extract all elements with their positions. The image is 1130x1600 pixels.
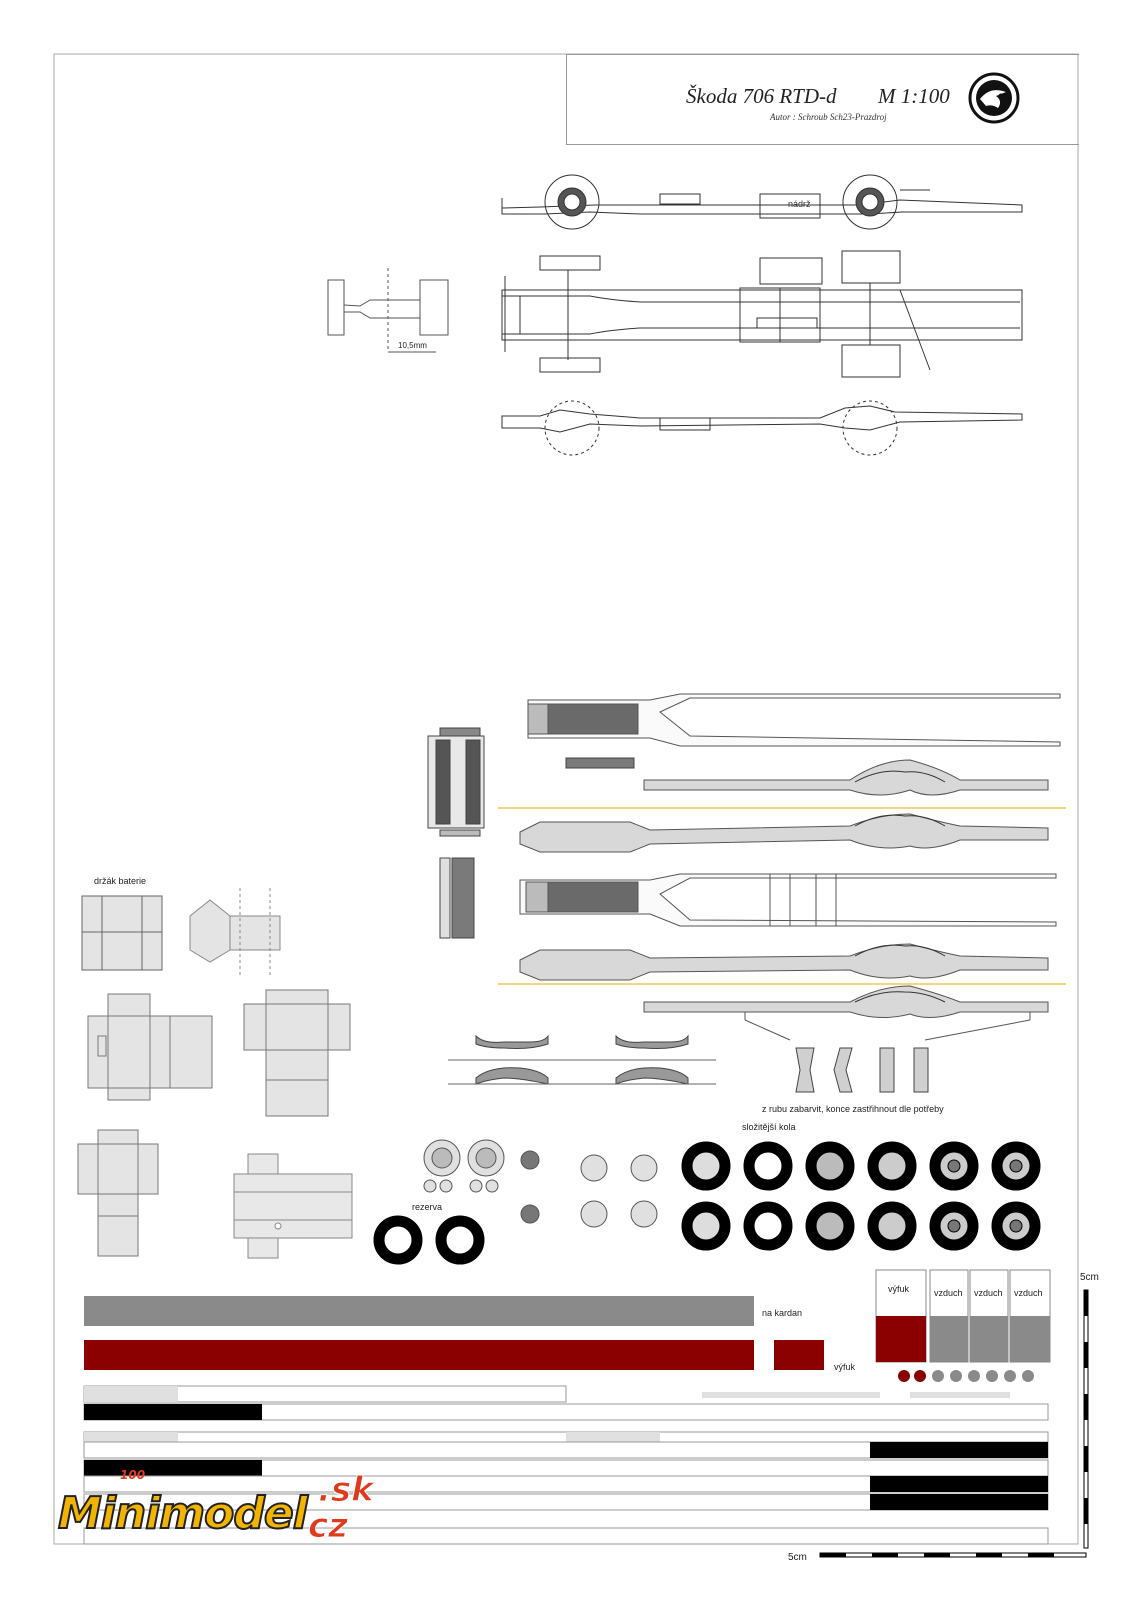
nadrz-label: nádrž xyxy=(788,199,811,209)
box-net-2 xyxy=(244,990,350,1116)
logo-domain-cz: cz xyxy=(308,1506,348,1546)
dot-row xyxy=(898,1370,1034,1382)
air-box-3-label: vzduch xyxy=(1014,1288,1043,1298)
rear-mount-detail xyxy=(328,268,448,352)
model-title: Škoda 706 RTD-d xyxy=(686,84,837,108)
chassis-side-view-top xyxy=(502,175,1022,229)
air-box-1-label: vzduch xyxy=(934,1288,963,1298)
scale-bottom-label: 5cm xyxy=(788,1552,807,1563)
air-box-2-label: vzduch xyxy=(974,1288,1003,1298)
leaf-spring-rail-3 xyxy=(520,944,1048,980)
cross-member-part xyxy=(428,728,484,836)
logo-domain-sk: .sk xyxy=(318,1470,374,1510)
scale-bar-horizontal xyxy=(820,1553,1086,1557)
exhaust-box-label: výfuk xyxy=(888,1284,910,1294)
frame-rail-middle xyxy=(520,874,1056,926)
hub-parts xyxy=(424,1140,657,1227)
logo-prefix: 100 xyxy=(120,1468,146,1482)
exhaust-strip-label: výfuk xyxy=(834,1362,856,1372)
frame-rail-top xyxy=(528,694,1060,746)
dimension-label: 10,5mm xyxy=(398,341,427,350)
chassis-plan-view xyxy=(502,251,1022,377)
leaf-spring-rail-1 xyxy=(644,760,1048,795)
box-net-4 xyxy=(234,1154,352,1258)
box-net-3 xyxy=(78,1130,158,1256)
leaf-blocks xyxy=(796,1048,928,1092)
grey-cardan-strip xyxy=(84,1296,754,1326)
red-exhaust-patch xyxy=(774,1340,824,1370)
battery-holder-label: držák baterie xyxy=(94,876,147,886)
red-strip xyxy=(84,1340,754,1370)
logo-name: Minimodel xyxy=(58,1488,307,1539)
spring-parts xyxy=(448,1036,716,1084)
scale-bar-vertical xyxy=(1084,1290,1088,1548)
minimodel-logo xyxy=(30,1470,380,1570)
narrow-strip-part xyxy=(440,858,474,938)
complex-wheels-label: složitější kola xyxy=(742,1122,796,1132)
battery-holder-box xyxy=(82,896,162,970)
author-credit: Autor : Schroub Sch23-Prazdroj xyxy=(770,112,887,122)
scale-right-label: 5cm xyxy=(1080,1272,1099,1283)
cardan-label: na kardan xyxy=(762,1308,803,1318)
leaf-spring-rail-2 xyxy=(520,814,1048,852)
leaf-spring-rail-4 xyxy=(644,986,1048,1040)
spare-label: rezerva xyxy=(412,1202,443,1212)
frame-strip-small xyxy=(566,758,634,768)
back-color-note: z rubu zabarvit, konce zastřihnout dle potřeby xyxy=(762,1104,944,1114)
box-net-1 xyxy=(88,994,212,1100)
model-scale: M 1:100 xyxy=(878,84,950,108)
chassis-side-view-lower xyxy=(502,401,1022,455)
battery-holder-net xyxy=(190,888,280,978)
